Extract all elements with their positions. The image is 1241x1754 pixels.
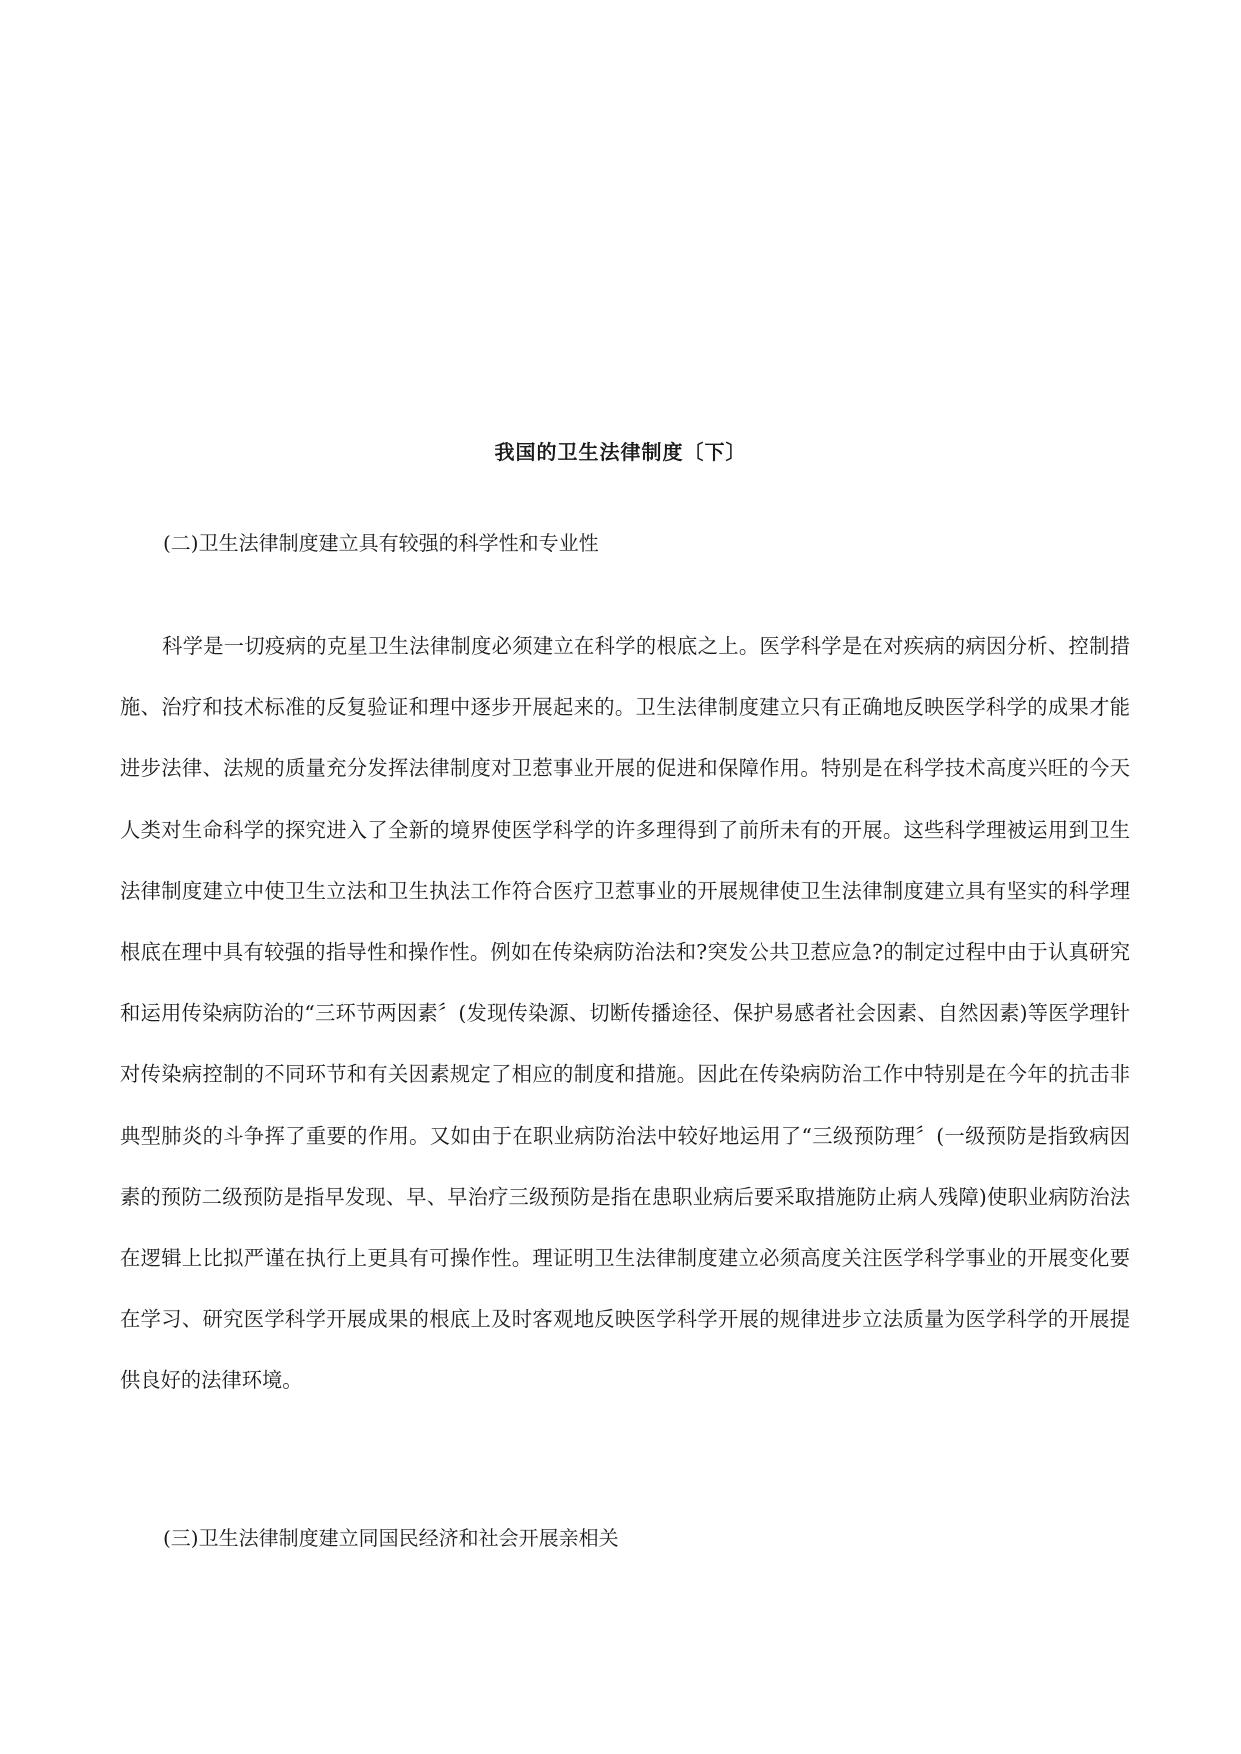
section-3-heading: (三)卫生法律制度建立同国民经济和社会开展亲相关 [163, 1526, 619, 1550]
section-2-body-paragraph: 科学是一切疫病的克星卫生法律制度必须建立在科学的根底之上。医学科学是在对疾病的病因分析、控制措施、治疗和技术标准的反复验证和理中逐步开展起来的。卫生法律制度建立只有正确地反映医学科学的成果才能进步法律、法规的质量充分发挥法律制度对卫惹事业开展的促进和保障作用。特别是在科学技术高度兴旺的今天人类对生命科学的探究进入了全新的境界使医学科学的许多理得到了前所未有的开展。这些科学理被运用到卫生法律制度建立中使卫生立法和卫生执法工作符合医疗卫惹事业的开展规律使卫生法律制度建立具有坚实的科学理根底在理中具有较强的指导性和操作性。例如在传染病防治法和?突发公共卫惹应急?的制定过程中由于认真研究和运用传染病防治的“三环节两因素〞(发现传染源、切断传播途径、保护易感者社会因素、自然因素)等医学理针对传染病控制的不同环节和有关因素规定了相应的制度和措施。因此在传染病防治工作中特别是在今年的抗击非典型肺炎的斗争挥了重要的作用。又如由于在职业病防治法中较好地运用了“三级预防理〞(一级预防是指致病因素的预防二级预防是指早发现、早、早治疗三级预防是指在患职业病后要采取措施防止病人残障)使职业病防治法在逻辑上比拟严谨在执行上更具有可操作性。理证明卫生法律制度建立必须高度关注医学科学事业的开展变化要在学习、研究医学科学开展成果的根底上及时客观地反映医学科学开展的规律进步立法质量为医学科学的开展提供良好的法律环境。 [120, 634, 1130, 1393]
document-title: 我国的卫生法律制度〔下〕 [494, 440, 747, 464]
section-2-heading: (二)卫生法律制度建立具有较强的科学性和专业性 [163, 531, 599, 555]
